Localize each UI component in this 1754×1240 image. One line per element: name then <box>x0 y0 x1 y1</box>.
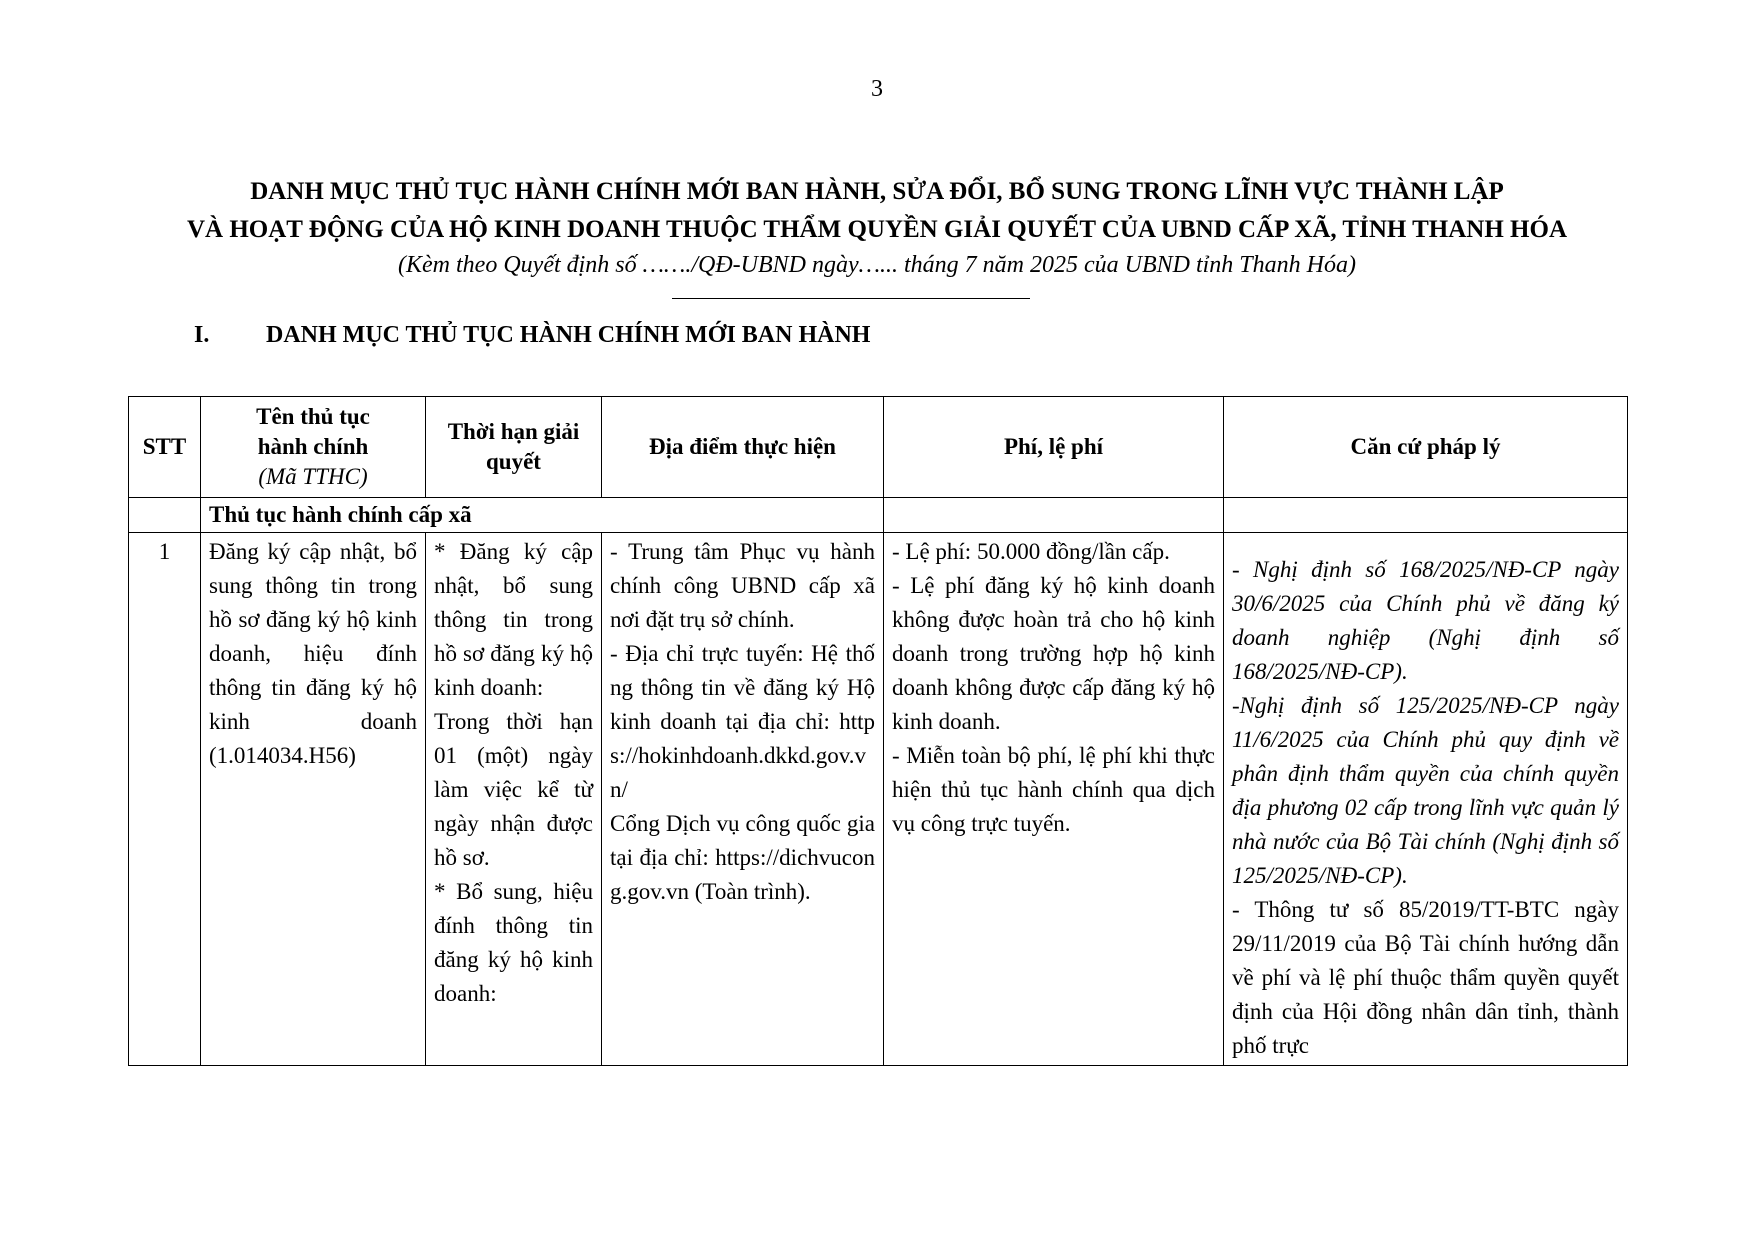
header-name-line-2: hành chính <box>257 434 369 459</box>
section-heading <box>194 322 870 349</box>
legal-part-2: -Nghị định số 125/2025/NĐ-CP ngày 11/6/2025 của Chính phủ quy định về phân định thẩm quyền của chính quyền địa phương 02 cấp trong lĩnh vực quản lý nhà nước của Bộ Tài chính (Nghị định số 125/2025/NĐ-CP). <box>1232 693 1619 888</box>
document-subtitle: (Kèm theo Quyết định số ……./QĐ-UBND ngày…... tháng 7 năm 2025 của UBND tỉnh Thanh Hóa) <box>398 252 1356 278</box>
row-legal-basis <box>1224 533 1628 1066</box>
header-name-note: (Mã TTHC) <box>258 464 368 489</box>
section-number: I. <box>194 322 210 348</box>
header-legal-basis: Căn cứ pháp lý <box>1224 397 1628 498</box>
deadline-part-2: Trong thời hạn 01 (một) ngày làm việc kể từ ngày nhận được hồ sơ. <box>434 709 593 870</box>
title-line-2: VÀ HOẠT ĐỘNG CỦA HỘ KINH DOANH THUỘC THẨM QUYỀN GIẢI QUYẾT CỦA UBND CẤP XÃ, TỈNH THANH HÓA <box>186 216 1568 243</box>
row-location <box>602 533 884 1066</box>
page-number: 3 <box>871 76 883 102</box>
table-header-row <box>129 397 1628 498</box>
procedures-table <box>128 396 1628 1066</box>
location-part-2: - Địa chỉ trực tuyến: Hệ thống thông tin về đăng ký Hộ kinh doanh tại địa chỉ: https://hokinhdoanh.dkkd.gov.vn/ <box>610 641 875 802</box>
fee-part-3: - Miễn toàn bộ phí, lệ phí khi thực hiện thủ tục hành chính qua dịch vụ công trực tuyến. <box>892 743 1215 836</box>
group-row <box>129 498 1628 533</box>
header-name-line-1: Tên thủ tục <box>256 404 370 429</box>
header-location: Địa điểm thực hiện <box>602 397 884 498</box>
header-fee: Phí, lệ phí <box>884 397 1224 498</box>
title-underline <box>672 298 1030 299</box>
deadline-part-3: * Bổ sung, hiệu đính thông tin đăng ký hộ kinh doanh: <box>434 879 593 1006</box>
title-line-1: DANH MỤC THỦ TỤC HÀNH CHÍNH MỚI BAN HÀNH, SỬA ĐỔI, BỔ SUNG TRONG LĨNH VỰC THÀNH LẬP <box>250 178 1504 205</box>
deadline-part-1: * Đăng ký cập nhật, bổ sung thông tin trong hồ sơ đăng ký hộ kinh doanh: <box>434 539 593 700</box>
location-part-1: - Trung tâm Phục vụ hành chính công UBND cấp xã nơi đặt trụ sở chính. <box>610 539 875 632</box>
row-procedure-name: Đăng ký cập nhật, bổ sung thông tin trong hồ sơ đăng ký hộ kinh doanh, hiệu đính thông tin đăng ký hộ kinh doanh (1.014034.H56) <box>201 533 426 1066</box>
fee-part-1: - Lệ phí: 50.000 đồng/lần cấp. <box>892 539 1170 564</box>
row-stt: 1 <box>129 533 201 1066</box>
group-legal-cell <box>1224 498 1628 533</box>
group-label: Thủ tục hành chính cấp xã <box>201 498 884 533</box>
fee-part-2: - Lệ phí đăng ký hộ kinh doanh không được hoàn trả cho hộ kinh doanh trong trường hợp hộ kinh doanh không được cấp đăng ký hộ kinh doanh. <box>892 573 1215 734</box>
header-stt: STT <box>129 397 201 498</box>
header-procedure-name <box>201 397 426 498</box>
group-fee-cell <box>884 498 1224 533</box>
row-fee <box>884 533 1224 1066</box>
row-deadline <box>426 533 602 1066</box>
table-row <box>129 533 1628 1066</box>
header-deadline: Thời hạn giải quyết <box>426 397 602 498</box>
section-title: DANH MỤC THỦ TỤC HÀNH CHÍNH MỚI BAN HÀNH <box>266 322 871 348</box>
legal-part-3: - Thông tư số 85/2019/TT-BTC ngày 29/11/2019 của Bộ Tài chính hướng dẫn về phí và lệ phí thuộc thẩm quyền quyết định của Hội đồng nhân dân tỉnh, thành phố trực <box>1232 897 1619 1058</box>
legal-part-1: - Nghị định số 168/2025/NĐ-CP ngày 30/6/2025 của Chính phủ về đăng ký doanh nghiệp (Nghị định số 168/2025/NĐ-CP). <box>1232 557 1619 684</box>
group-stt-cell <box>129 498 201 533</box>
document-title <box>0 173 1754 249</box>
location-part-3: Cổng Dịch vụ công quốc gia tại địa chỉ: https://dichvucong.gov.vn (Toàn trình). <box>610 811 875 904</box>
